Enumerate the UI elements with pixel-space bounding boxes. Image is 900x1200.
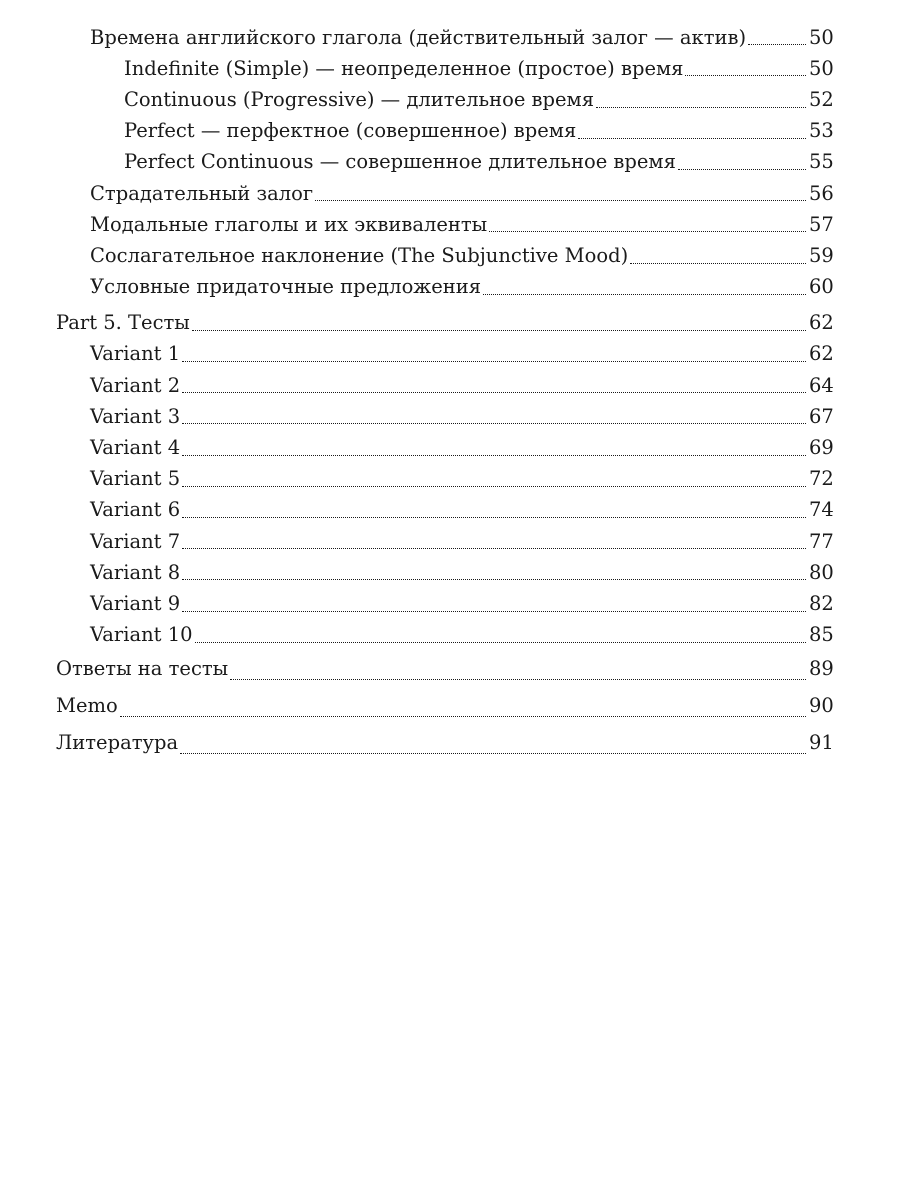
toc-entry-variant[interactable] (0, 557, 900, 588)
toc-entry-page: 69 (809, 436, 834, 460)
toc-entry-page: 62 (809, 342, 834, 366)
table-of-contents (0, 22, 900, 762)
toc-entry-literature[interactable] (0, 725, 900, 762)
toc-entry-page: 77 (809, 529, 834, 553)
toc-entry-title: Continuous (Progressive) — длительное время (124, 87, 595, 111)
toc-entry-title: Ответы на тесты (56, 657, 229, 681)
toc-entry-title: Part 5. Тесты (56, 311, 190, 335)
toc-entry-title: Variant 10 (90, 623, 193, 647)
toc-entry-page: 89 (809, 657, 834, 681)
dot-leader (192, 329, 806, 331)
dot-leader (195, 641, 806, 643)
toc-entry-memo[interactable] (0, 688, 900, 725)
toc-entry-page: 60 (809, 275, 834, 299)
toc-entry-title: Литература (56, 731, 179, 755)
dot-leader (489, 230, 806, 232)
toc-entry-variant[interactable] (0, 401, 900, 432)
toc-entry-page: 82 (809, 591, 834, 615)
toc-entry[interactable] (0, 147, 900, 178)
dot-leader (182, 610, 806, 612)
toc-entry[interactable] (0, 178, 900, 209)
dot-leader (230, 678, 806, 680)
toc-entry[interactable] (0, 53, 900, 84)
dot-leader (120, 715, 806, 717)
toc-entry-title: Variant 6 (90, 498, 181, 522)
toc-entry-answers[interactable] (0, 651, 900, 688)
toc-entry-title: Variant 7 (90, 529, 181, 553)
toc-entry-page: 72 (809, 467, 834, 491)
dot-leader (182, 360, 806, 362)
toc-entry-page: 91 (809, 731, 834, 755)
toc-entry-page: 59 (809, 243, 834, 267)
toc-entry-variant[interactable] (0, 370, 900, 401)
toc-entry-page: 85 (809, 623, 834, 647)
toc-entry-title: Variant 8 (90, 560, 181, 584)
toc-entry-title: Variant 2 (90, 373, 181, 397)
toc-entry-variant[interactable] (0, 526, 900, 557)
toc-entry-part5[interactable] (0, 308, 900, 339)
toc-entry-page: 56 (809, 181, 834, 205)
toc-entry-variant[interactable] (0, 495, 900, 526)
toc-entry-page: 62 (809, 311, 834, 335)
toc-entry[interactable] (0, 240, 900, 271)
toc-entry-page: 74 (809, 498, 834, 522)
toc-entry-variant[interactable] (0, 339, 900, 370)
toc-entry-title: Сослагательное наклонение (The Subjunctive Mood) (90, 243, 629, 267)
toc-entry-page: 67 (809, 404, 834, 428)
toc-entry-title: Variant 4 (90, 436, 181, 460)
dot-leader (182, 422, 806, 424)
dot-leader (685, 74, 806, 76)
toc-entry-variant[interactable] (0, 464, 900, 495)
toc-entry-title: Perfect Continuous — совершенное длительное время (124, 150, 676, 174)
dot-leader (596, 106, 806, 108)
toc-entry-title: Variant 5 (90, 467, 181, 491)
dot-leader (315, 199, 806, 201)
toc-entry[interactable] (0, 272, 900, 303)
toc-entry-variant[interactable] (0, 432, 900, 463)
toc-entry-title: Indefinite (Simple) — неопределенное (простое) время (124, 56, 684, 80)
toc-entry-title: Variant 3 (90, 404, 181, 428)
toc-entry-title: Perfect — перфектное (совершенное) время (124, 119, 577, 143)
toc-entry-title: Variant 1 (90, 342, 181, 366)
toc-entry[interactable] (0, 116, 900, 147)
toc-entry-page: 57 (809, 212, 834, 236)
toc-entry[interactable] (0, 84, 900, 115)
dot-leader (182, 516, 806, 518)
toc-entry-page: 90 (809, 694, 834, 718)
dot-leader (182, 485, 806, 487)
toc-entry-title: Модальные глаголы и их эквиваленты (90, 212, 488, 236)
dot-leader (678, 168, 806, 170)
toc-entry[interactable] (0, 22, 900, 53)
toc-entry-page: 53 (809, 119, 834, 143)
dot-leader (483, 293, 806, 295)
toc-entry-title: Условные придаточные предложения (90, 275, 482, 299)
dot-leader (180, 752, 806, 754)
dot-leader (630, 262, 806, 264)
dot-leader (578, 137, 806, 139)
toc-entry-variant[interactable] (0, 620, 900, 651)
dot-leader (182, 547, 806, 549)
toc-entry-page: 64 (809, 373, 834, 397)
toc-entry-variant[interactable] (0, 588, 900, 619)
toc-entry-page: 55 (809, 150, 834, 174)
dot-leader (182, 454, 806, 456)
dot-leader (182, 578, 806, 580)
dot-leader (748, 43, 806, 45)
toc-entry-title: Страдательный залог (90, 181, 314, 205)
toc-entry-page: 50 (809, 25, 834, 49)
toc-entry-page: 52 (809, 87, 834, 111)
dot-leader (182, 391, 806, 393)
toc-entry[interactable] (0, 209, 900, 240)
toc-entry-page: 80 (809, 560, 834, 584)
toc-entry-title: Variant 9 (90, 591, 181, 615)
toc-entry-title: Времена английского глагола (действительный залог — актив) (90, 25, 747, 49)
toc-entry-page: 50 (809, 56, 834, 80)
toc-entry-title: Memo (56, 694, 118, 718)
